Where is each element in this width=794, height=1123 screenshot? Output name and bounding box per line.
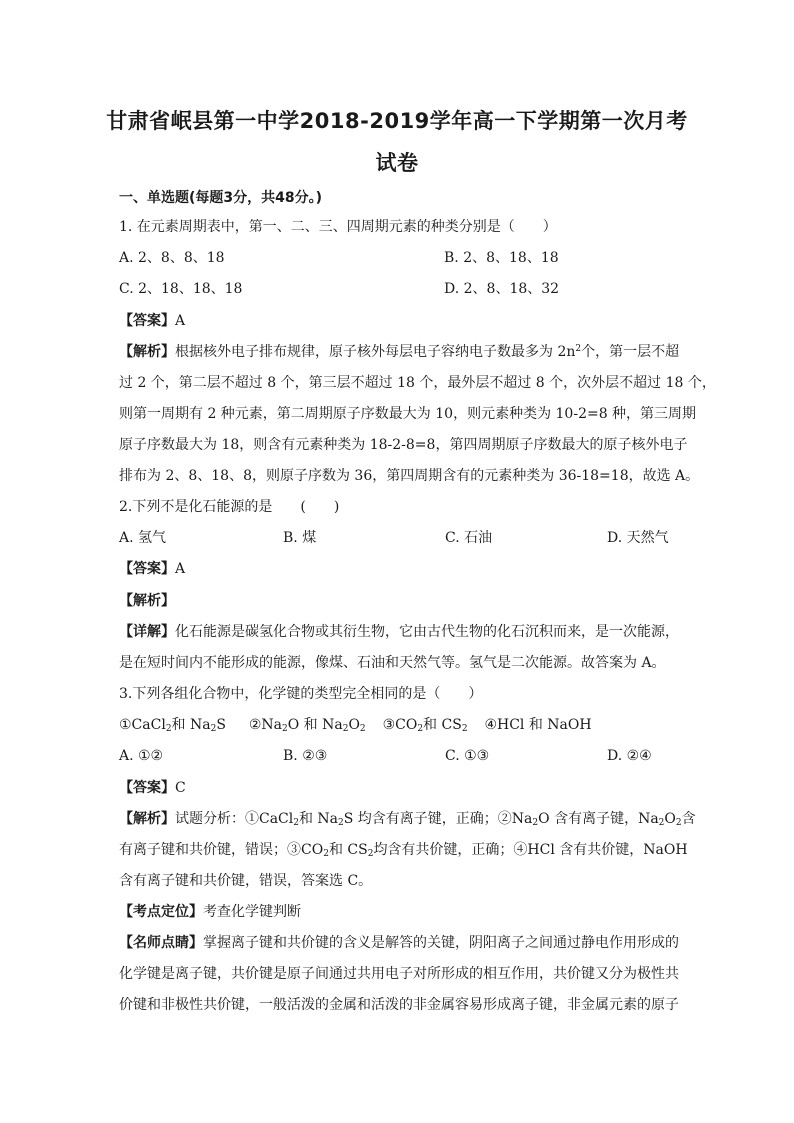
page-title-line-2: 试卷 [375,151,419,175]
subscript: 2 [367,849,374,859]
q3-stem: 3.下列各组化合物中，化学键的类型完全相同的是（ ） [119,686,483,702]
subscript: 2 [338,818,344,828]
q2-detail-line-1 [119,624,679,640]
q3-choice-4: ④HCl 和 NaOH [484,717,592,733]
q1-answer [119,313,679,329]
q1-analysis-label: 【解析】 [119,344,175,360]
subscript: 2 [417,724,424,734]
q2-option-d: D. 天然气 [607,530,669,546]
q3-choice-3: ③CO [382,717,418,733]
q2-stem: 2.下列不是化石能源的是 ( ) [119,499,340,515]
q1-analysis-line-1 [119,344,679,360]
subscript: 2 [293,818,299,828]
q3-choice-2: ②Na [248,717,282,733]
subscript: 2 [461,724,468,734]
q3-option-c: C. ①③ [445,748,490,764]
q1-option-b: B. 2、8、18、18 [444,250,559,266]
q2-answer-value: A [175,561,186,577]
page-title-line-1: 甘肃省岷县第一中学2018-2019学年高一下学期第一次月考 [106,109,688,133]
q2-answer [119,561,679,577]
q3-option-a: A. ①② [119,748,164,764]
subscript: 2 [210,724,217,734]
q1-analysis-text: 个，第一层不超 [581,344,680,360]
q3-choices [119,717,679,733]
q3-analysis-text: O 含有离子键，Na [538,811,659,827]
q3-analysis-text: 和 Na [298,811,339,827]
subscript: 2 [675,818,682,828]
q3-choice-3: 和 CS [423,717,462,733]
q3-analysis-text: O [664,811,676,827]
q3-answer-value: C [175,780,186,796]
q1-analysis-line-4: 原子序数最大为 18，则含有元素种类为 18-2-8=8，第四周期原子序数最大的原子核外电子 [119,437,688,453]
q1-option-c: C. 2、18、18、18 [119,281,243,297]
q2-option-b: B. 煤 [283,530,317,546]
q1-analysis-line-3: 则第一周期有 2 种元素，第二周期原子序数最大为 10，则元素种类为 10-2=8 种，第三周期 [119,406,697,422]
q3-analysis-label: 【解析】 [119,811,175,827]
q3-analysis-text: 均含有共价键，正确；④HCl 含有共价键，NaOH [373,842,688,858]
q3-choice-1: 和 Na [171,717,211,733]
subscript: 2 [359,724,366,734]
q3-choice-1: S [216,717,226,733]
q3-mingshi-line-2: 化学键是离子键，共价键是原子间通过共用电子对所形成的相互作用，共价键又分为极性共 [119,966,679,982]
section-heading: 一、单选题(每题3分，共48分。) [119,190,323,206]
q3-analysis-line-1 [119,811,696,828]
subscript: 2 [532,818,539,828]
q3-answer-label: 【答案】 [119,780,175,796]
q3-analysis-text: 有离子键和共价键，错误；③CO [119,842,324,858]
q3-mingshi-line-1 [119,935,679,951]
subscript: 2 [281,724,288,734]
q3-choice-2: O [348,717,360,733]
q1-option-a: A. 2、8、8、18 [119,250,225,266]
q3-answer [119,780,679,796]
subscript: 2 [323,849,329,859]
q2-analysis-label: 【解析】 [119,593,175,609]
q2-answer-label: 【答案】 [119,561,175,577]
q3-analysis-text: S 均含有离子键，正确；②Na [343,811,533,827]
q2-option-a: A. 氢气 [119,530,167,546]
q2-detail-text: 化石能源是碳氢化合物或其衍生物，它由古代生物的化石沉积而来，是一次能源， [175,624,679,640]
q3-analysis-line-3: 含有离子键和共价键，错误，答案选 C。 [119,873,373,889]
q3-option-d: D. ②④ [607,748,652,764]
q3-mingshi-text: 掌握离子键和共价键的含义是解答的关键，阴阳离子之间通过静电作用形成的 [203,935,679,951]
q3-kaodian-text: 考查化学键判断 [203,904,301,920]
q3-mingshi-label: 【名师点睛】 [119,935,203,951]
q3-choice-1: ①CaCl [119,717,166,733]
subscript: 2 [342,724,349,734]
q3-analysis-text: 试题分析：①CaCl [175,811,294,827]
subscript: 2 [165,724,172,734]
subscript: 2 [658,818,665,828]
q3-kaodian-label: 【考点定位】 [119,904,203,920]
q3-analysis-text: 和 CS [328,842,368,858]
q1-option-d: D. 2、8、18、32 [444,281,560,297]
q1-analysis-line-5: 排布为 2、8、18、8，则原子序数为 36，第四周期含有的元素种类为 36-18=18，故选 A。 [119,468,700,484]
q1-answer-value: A [175,313,186,329]
q1-stem: 1. 在元素周期表中，第一、二、三、四周期元素的种类分别是（ ） [119,219,557,235]
q2-option-c: C. 石油 [445,530,493,546]
q2-detail-label: 【详解】 [119,624,175,640]
q3-analysis-line-2 [119,842,688,859]
q2-detail-line-2: 是在短时间内不能形成的能源，像煤、石油和天然气等。氢气是二次能源。故答案为 A。 [119,655,666,671]
q1-analysis-line-2: 过 2 个，第二层不超过 8 个，第三层不超过 18 个，最外层不超过 8 个，次外层不超过 18 个， [119,375,716,391]
q3-kaodian [119,904,679,920]
q3-analysis-text: 含 [681,811,696,827]
q3-mingshi-line-3: 价键和非极性共价键，一般活泼的金属和活泼的非金属容易形成离子键，非金属元素的原子 [119,997,679,1013]
q3-option-b: B. ②③ [283,748,328,764]
q1-answer-label: 【答案】 [119,313,175,329]
q1-analysis-text: 根据核外电子排布规律，原子核外每层电子容纳电子数最多为 2n [175,344,576,360]
q1-superscript: 2 [575,344,582,354]
q3-choice-2: O 和 Na [287,717,343,733]
